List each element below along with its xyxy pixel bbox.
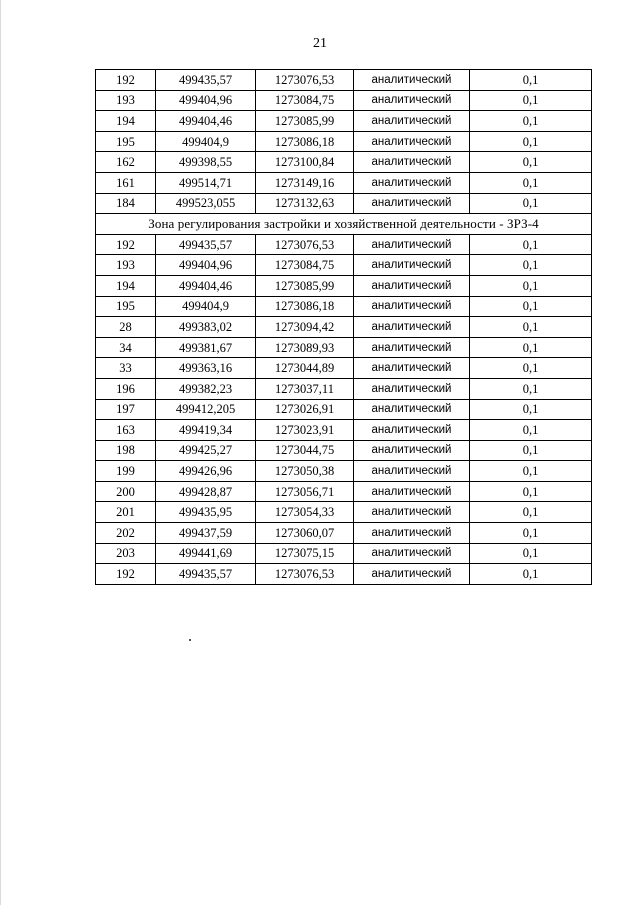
page-edge xyxy=(0,0,1,905)
method-cell: аналитический xyxy=(354,378,470,399)
method-cell: аналитический xyxy=(354,440,470,461)
table-body-bottom xyxy=(96,234,592,584)
method-cell: аналитический xyxy=(354,317,470,338)
point-number-cell: 202 xyxy=(96,523,156,544)
x-coordinate-cell: 499404,9 xyxy=(156,296,256,317)
y-coordinate-cell: 1273085,99 xyxy=(256,111,354,132)
accuracy-cell: 0,1 xyxy=(470,564,592,585)
y-coordinate-cell: 1273084,75 xyxy=(256,90,354,111)
x-coordinate-cell: 499441,69 xyxy=(156,543,256,564)
table-row xyxy=(96,358,592,379)
y-coordinate-cell: 1273086,18 xyxy=(256,131,354,152)
method-cell: аналитический xyxy=(354,523,470,544)
method-cell: аналитический xyxy=(354,564,470,585)
accuracy-cell: 0,1 xyxy=(470,152,592,173)
table-row xyxy=(96,378,592,399)
y-coordinate-cell: 1273076,53 xyxy=(256,564,354,585)
method-cell: аналитический xyxy=(354,461,470,482)
accuracy-cell: 0,1 xyxy=(470,317,592,338)
y-coordinate-cell: 1273076,53 xyxy=(256,70,354,91)
table-row xyxy=(96,399,592,420)
y-coordinate-cell: 1273089,93 xyxy=(256,337,354,358)
table-row xyxy=(96,543,592,564)
point-number-cell: 201 xyxy=(96,502,156,523)
y-coordinate-cell: 1273084,75 xyxy=(256,255,354,276)
section-title: Зона регулирования застройки и хозяйственной деятельности - ЗРЗ-4 xyxy=(96,214,592,235)
y-coordinate-cell: 1273075,15 xyxy=(256,543,354,564)
accuracy-cell: 0,1 xyxy=(470,420,592,441)
x-coordinate-cell: 499404,46 xyxy=(156,111,256,132)
table-row xyxy=(96,111,592,132)
y-coordinate-cell: 1273056,71 xyxy=(256,481,354,502)
table-row xyxy=(96,70,592,91)
point-number-cell: 194 xyxy=(96,275,156,296)
x-coordinate-cell: 499363,16 xyxy=(156,358,256,379)
accuracy-cell: 0,1 xyxy=(470,296,592,317)
section-row xyxy=(96,214,592,235)
y-coordinate-cell: 1273023,91 xyxy=(256,420,354,441)
x-coordinate-cell: 499381,67 xyxy=(156,337,256,358)
table-row xyxy=(96,296,592,317)
y-coordinate-cell: 1273026,91 xyxy=(256,399,354,420)
method-cell: аналитический xyxy=(354,152,470,173)
point-number-cell: 162 xyxy=(96,152,156,173)
table-row xyxy=(96,234,592,255)
table-section xyxy=(96,214,592,235)
x-coordinate-cell: 499435,57 xyxy=(156,234,256,255)
point-number-cell: 198 xyxy=(96,440,156,461)
table-row xyxy=(96,317,592,338)
y-coordinate-cell: 1273086,18 xyxy=(256,296,354,317)
accuracy-cell: 0,1 xyxy=(470,172,592,193)
x-coordinate-cell: 499426,96 xyxy=(156,461,256,482)
point-number-cell: 28 xyxy=(96,317,156,338)
table-row xyxy=(96,337,592,358)
x-coordinate-cell: 499435,57 xyxy=(156,564,256,585)
table-row xyxy=(96,564,592,585)
y-coordinate-cell: 1273100,84 xyxy=(256,152,354,173)
accuracy-cell: 0,1 xyxy=(470,461,592,482)
point-number-cell: 33 xyxy=(96,358,156,379)
method-cell: аналитический xyxy=(354,337,470,358)
point-number-cell: 195 xyxy=(96,131,156,152)
point-number-cell: 184 xyxy=(96,193,156,214)
method-cell: аналитический xyxy=(354,172,470,193)
table-row xyxy=(96,152,592,173)
y-coordinate-cell: 1273044,89 xyxy=(256,358,354,379)
table-row xyxy=(96,461,592,482)
method-cell: аналитический xyxy=(354,111,470,132)
accuracy-cell: 0,1 xyxy=(470,543,592,564)
x-coordinate-cell: 499419,34 xyxy=(156,420,256,441)
x-coordinate-cell: 499404,9 xyxy=(156,131,256,152)
method-cell: аналитический xyxy=(354,502,470,523)
accuracy-cell: 0,1 xyxy=(470,70,592,91)
method-cell: аналитический xyxy=(354,296,470,317)
method-cell: аналитический xyxy=(354,481,470,502)
page-number: 21 xyxy=(313,36,327,51)
table-body-top xyxy=(96,70,592,214)
table-row xyxy=(96,90,592,111)
table-row xyxy=(96,255,592,276)
point-number-cell: 193 xyxy=(96,255,156,276)
y-coordinate-cell: 1273094,42 xyxy=(256,317,354,338)
method-cell: аналитический xyxy=(354,255,470,276)
accuracy-cell: 0,1 xyxy=(470,255,592,276)
y-coordinate-cell: 1273132,63 xyxy=(256,193,354,214)
x-coordinate-cell: 499398,55 xyxy=(156,152,256,173)
table-row xyxy=(96,440,592,461)
table-row xyxy=(96,131,592,152)
method-cell: аналитический xyxy=(354,543,470,564)
x-coordinate-cell: 499435,95 xyxy=(156,502,256,523)
x-coordinate-cell: 499382,23 xyxy=(156,378,256,399)
table-row xyxy=(96,420,592,441)
y-coordinate-cell: 1273037,11 xyxy=(256,378,354,399)
accuracy-cell: 0,1 xyxy=(470,523,592,544)
accuracy-cell: 0,1 xyxy=(470,481,592,502)
x-coordinate-cell: 499404,46 xyxy=(156,275,256,296)
point-number-cell: 196 xyxy=(96,378,156,399)
y-coordinate-cell: 1273054,33 xyxy=(256,502,354,523)
method-cell: аналитический xyxy=(354,70,470,91)
x-coordinate-cell: 499514,71 xyxy=(156,172,256,193)
y-coordinate-cell: 1273044,75 xyxy=(256,440,354,461)
accuracy-cell: 0,1 xyxy=(470,193,592,214)
point-number-cell: 195 xyxy=(96,296,156,317)
point-number-cell: 193 xyxy=(96,90,156,111)
y-coordinate-cell: 1273085,99 xyxy=(256,275,354,296)
point-number-cell: 161 xyxy=(96,172,156,193)
table-row xyxy=(96,193,592,214)
point-number-cell: 163 xyxy=(96,420,156,441)
x-coordinate-cell: 499383,02 xyxy=(156,317,256,338)
y-coordinate-cell: 1273050,38 xyxy=(256,461,354,482)
accuracy-cell: 0,1 xyxy=(470,399,592,420)
accuracy-cell: 0,1 xyxy=(470,378,592,399)
accuracy-cell: 0,1 xyxy=(470,337,592,358)
method-cell: аналитический xyxy=(354,131,470,152)
point-number-cell: 34 xyxy=(96,337,156,358)
x-coordinate-cell: 499412,205 xyxy=(156,399,256,420)
method-cell: аналитический xyxy=(354,193,470,214)
point-number-cell: 199 xyxy=(96,461,156,482)
method-cell: аналитический xyxy=(354,399,470,420)
point-number-cell: 200 xyxy=(96,481,156,502)
accuracy-cell: 0,1 xyxy=(470,358,592,379)
table-row xyxy=(96,523,592,544)
point-number-cell: 194 xyxy=(96,111,156,132)
x-coordinate-cell: 499428,87 xyxy=(156,481,256,502)
x-coordinate-cell: 499404,96 xyxy=(156,255,256,276)
y-coordinate-cell: 1273060,07 xyxy=(256,523,354,544)
point-number-cell: 192 xyxy=(96,234,156,255)
accuracy-cell: 0,1 xyxy=(470,90,592,111)
method-cell: аналитический xyxy=(354,275,470,296)
table-row xyxy=(96,502,592,523)
x-coordinate-cell: 499437,59 xyxy=(156,523,256,544)
table-row xyxy=(96,172,592,193)
y-coordinate-cell: 1273149,16 xyxy=(256,172,354,193)
method-cell: аналитический xyxy=(354,420,470,441)
method-cell: аналитический xyxy=(354,90,470,111)
table-row xyxy=(96,481,592,502)
x-coordinate-cell: 499523,055 xyxy=(156,193,256,214)
accuracy-cell: 0,1 xyxy=(470,131,592,152)
x-coordinate-cell: 499404,96 xyxy=(156,90,256,111)
y-coordinate-cell: 1273076,53 xyxy=(256,234,354,255)
scan-speck xyxy=(189,639,191,641)
x-coordinate-cell: 499435,57 xyxy=(156,70,256,91)
accuracy-cell: 0,1 xyxy=(470,440,592,461)
method-cell: аналитический xyxy=(354,358,470,379)
point-number-cell: 197 xyxy=(96,399,156,420)
accuracy-cell: 0,1 xyxy=(470,502,592,523)
accuracy-cell: 0,1 xyxy=(470,234,592,255)
x-coordinate-cell: 499425,27 xyxy=(156,440,256,461)
point-number-cell: 192 xyxy=(96,70,156,91)
accuracy-cell: 0,1 xyxy=(470,111,592,132)
coordinates-table xyxy=(95,69,592,585)
method-cell: аналитический xyxy=(354,234,470,255)
table-row xyxy=(96,275,592,296)
accuracy-cell: 0,1 xyxy=(470,275,592,296)
point-number-cell: 203 xyxy=(96,543,156,564)
point-number-cell: 192 xyxy=(96,564,156,585)
